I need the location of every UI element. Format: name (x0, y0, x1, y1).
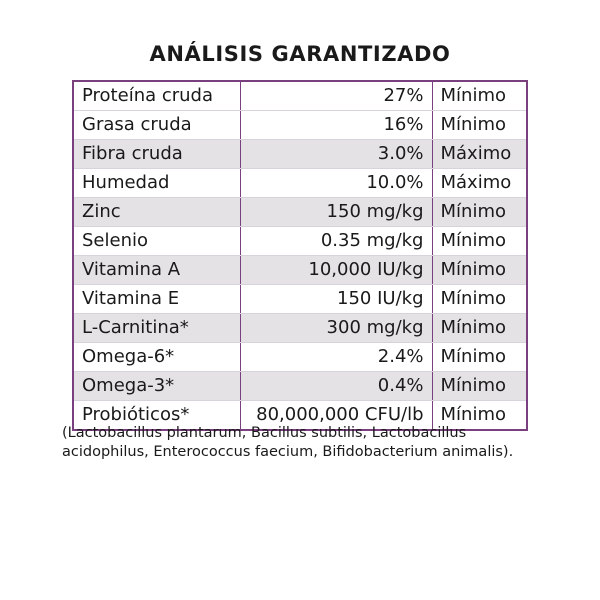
nutrient-amount: 150 IU/kg (240, 285, 432, 314)
table-row (74, 343, 526, 372)
nutrient-name: Omega-3* (74, 372, 240, 401)
nutrient-name: Proteína cruda (74, 82, 240, 111)
nutrient-basis: Mínimo (440, 404, 506, 425)
page-title: ANÁLISIS GARANTIZADO (149, 42, 451, 66)
nutrient-amount: 27% (240, 82, 432, 111)
nutrient-amount: 300 mg/kg (240, 314, 432, 343)
nutrient-name: Probióticos* (82, 404, 190, 425)
nutrient-basis: Mínimo (432, 256, 526, 285)
nutrient-name: Zinc (74, 198, 240, 227)
table-row (74, 140, 526, 169)
table-row (74, 82, 526, 111)
nutrient-amount: 80,000,000 CFU/lb (240, 401, 432, 430)
table-row (74, 227, 526, 256)
nutrient-basis: Mínimo (432, 82, 526, 111)
nutrient-name: Selenio (74, 227, 240, 256)
nutrient-amount: 2.4% (240, 343, 432, 372)
nutrient-basis: Mínimo (432, 372, 526, 401)
guaranteed-analysis-table (72, 80, 528, 431)
nutrient-amount: 0.35 mg/kg (240, 227, 432, 256)
nutrient-amount: 10.0% (240, 169, 432, 198)
nutrient-name: Grasa cruda (74, 111, 240, 140)
table-row (74, 256, 526, 285)
table-row (74, 198, 526, 227)
table-row (74, 314, 526, 343)
nutrient-amount: 0.4% (240, 372, 432, 401)
table-body (74, 82, 526, 429)
nutrient-basis: Mínimo (432, 314, 526, 343)
nutrient-basis: Mínimo (432, 285, 526, 314)
nutrient-basis: Mínimo (432, 198, 526, 227)
nutrient-amount: 150 mg/kg (240, 198, 432, 227)
table-row (74, 285, 526, 314)
table-row (74, 169, 526, 198)
nutrient-amount: 10,000 IU/kg (240, 256, 432, 285)
nutrient-basis: Mínimo (432, 111, 526, 140)
nutrient-amount: 3.0% (240, 140, 432, 169)
footnote-text: (Lactobacillus plantarum, Bacillus subtilis, Lactobacillus acidophilus, Enterococcus faecium, Bifidobacterium animalis). (62, 425, 514, 460)
nutrient-name: Vitamina A (74, 256, 240, 285)
nutrient-name: L-Carnitina* (74, 314, 240, 343)
table-row (74, 372, 526, 401)
nutrient-amount: 16% (240, 111, 432, 140)
nutrient-name: Humedad (74, 169, 240, 198)
nutrient-basis: Máximo (432, 169, 526, 198)
nutrient-name: Fibra cruda (74, 140, 240, 169)
nutrient-basis: Mínimo (432, 343, 526, 372)
nutrient-basis: Máximo (432, 140, 526, 169)
table-row (74, 111, 526, 140)
nutrient-name: Omega-6* (74, 343, 240, 372)
nutrient-name: Vitamina E (74, 285, 240, 314)
nutrient-basis: Mínimo (432, 227, 526, 256)
